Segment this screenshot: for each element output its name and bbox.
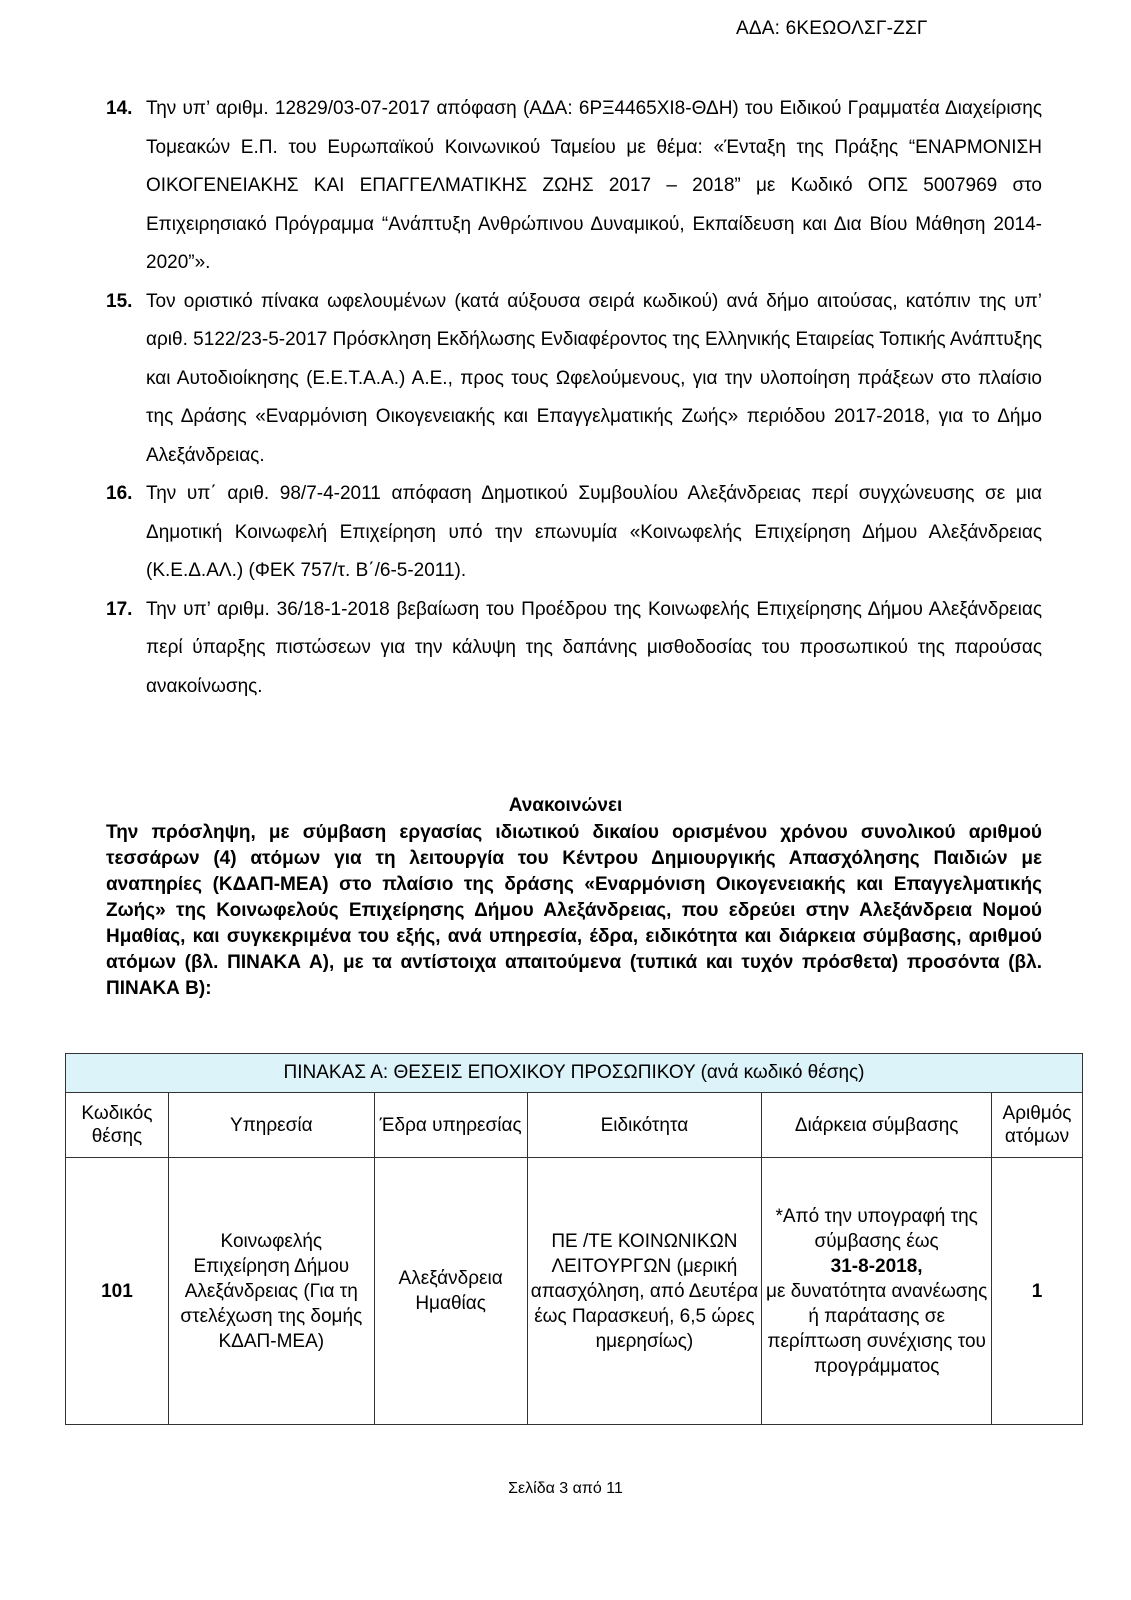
table-row [66,1158,1083,1425]
item-text: Την υπ’ αριθμ. 12829/03-07-2017 απόφαση (ΑΔΑ: 6ΡΞ4465ΧΙ8-ΘΔΗ) του Ειδικού Γραμματέα Διαχείρισης Τομεακών Ε.Π. του Ευρωπαϊκού Κοινωνικού Ταμείου με θέμα: «Ένταξη της Πράξης “ΕΝΑΡΜΟΝΙΣΗ ΟΙΚΟΓΕΝΕΙΑΚΗΣ ΚΑΙ ΕΠΑΓΓΕΛΜΑΤΙΚΗΣ ΖΩΗΣ 2017 – 2018” με Κωδικό ΟΠΣ 5007969 στο Επιχειρησιακό Πρόγραμμα “Ανάπτυξη Ανθρώπινου Δυναμικού, Εκπαίδευση και Δια Βίου Μάθηση 2014- 2020”». [146,98,1042,273]
item-text: Την υπ’ αριθμ. 36/18-1-2018 βεβαίωση του Προέδρου της Κοινωφελής Επιχείρησης Δήμου Αλεξάνδρειας περί ύπαρξης πιστώσεων για την κάλυψη της δαπάνης μισθοδοσίας του προσωπικού της παρούσας ανακοίνωσης. [146,598,1042,697]
ada-code: ΑΔΑ: 6ΚΕΩΟΛΣΓ-ΖΣΓ [736,18,928,39]
header-service: Υπηρεσία [168,1093,374,1158]
cell-duration [762,1158,992,1425]
header-specialty: Ειδικότητα [527,1093,762,1158]
cell-count: 1 [992,1158,1083,1425]
announcement-title: Ανακοινώνει [508,795,623,816]
cell-specialty: ΠΕ /ΤΕ ΚΟΙΝΩΝΙΚΩΝ ΛΕΙΤΟΥΡΓΩΝ (μερική απασχόληση, από Δευτέρα έως Παρασκευή, 6,5 ώρες ημερησίως) [527,1158,762,1425]
header-code: Κωδικός θέσης [66,1093,169,1158]
header-count: Αριθμός ατόμων [992,1093,1083,1158]
cell-seat: Αλεξάνδρεια Ημαθίας [374,1158,527,1425]
duration-start: *Από την υπογραφή της σύμβασης έως [775,1205,978,1252]
item-text: Την υπ΄ αριθ. 98/7-4-2011 απόφαση Δημοτικού Συμβουλίου Αλεξάνδρειας περί συγχώνευσης σε μια Δημοτική Κοινωφελή Επιχείρηση υπό την επωνυμία «Κοινωφελής Επιχείρηση Δήμου Αλεξάνδρειας (Κ.Ε.Δ.ΑΛ.) (ΦΕΚ 757/τ. Β΄/6-5-2011). [146,483,1042,581]
page-number: Σελίδα 3 από 11 [508,1480,623,1497]
duration-renewal: με δυνατότητα ανανέωσης ή παράτασης σε περίπτωση συνέχισης του προγράμματος [766,1280,988,1377]
item-text: Τον οριστικό πίνακα ωφελουμένων (κατά αύξουσα σειρά κωδικού) ανά δήμο αιτούσας, κατόπιν της υπ’ αριθ. 5122/23-5-2017 Πρόσκληση Εκδήλωσης Ενδιαφέροντος της Ελληνικής Εταιρείας Τοπικής Ανάπτυξης και Αυτοδιοίκησης (Ε.Ε.Τ.Α.Α.) Α.Ε., προς τους Ωφελούμενους, για την υλοποίηση πράξεων στο πλαίσιο της Δράσης «Εναρμόνιση Οικογενειακής και Επαγγελματικής Ζωής» περιόδου 2017-2018, για το Δήμο Αλεξάνδρειας. [146,290,1042,466]
announcement-body: Την πρόσληψη, με σύμβαση εργασίας ιδιωτικού δικαίου ορισμένου χρόνου συνολικού αριθμού τεσσάρων (4) ατόμων για τη λειτουργία του Κέντρου Δημιουργικής Απασχόλησης Παιδιών με αναπηρίες (ΚΔΑΠ-ΜΕΑ) στο πλαίσιο της δράσης «Εναρμόνιση Οικογενειακής και Επαγγελματικής Ζωής» της Κοινωφελούς Επιχείρησης Δήμου Αλεξάνδρειας, που εδρεύει στην Αλεξάνδρεια Νομού Ημαθίας, και συγκεκριμένα του εξής, ανά υπηρεσία, έδρα, ειδικότητα και διάρκεια σύμβασης, αριθμού ατόμων (βλ. ΠΙΝΑΚΑ Α), με τα αντίστοιχα απαιτούμενα (τυπικά και τυχόν πρόσθετα) προσόντα (βλ. ΠΙΝΑΚΑ Β): [106,822,1042,999]
table-caption: ΠΙΝΑΚΑΣ Α: ΘΕΣΕΙΣ ΕΠΟΧΙΚΟΥ ΠΡΟΣΩΠΙΚΟΥ (ανά κωδικό θέσης) [66,1054,1083,1093]
item-number: 16. [106,483,133,504]
positions-table [65,1053,1083,1425]
duration-end-date: 31-8-2018, [830,1255,923,1277]
item-number: 17. [106,598,133,620]
item-number: 15. [106,290,133,312]
list-item-16 [106,475,1042,591]
list-item-17 [106,591,1042,707]
header-duration: Διάρκεια σύμβασης [762,1093,992,1158]
list-item-14 [106,90,1042,283]
considerations-list [106,90,1042,706]
header-seat: Έδρα υπηρεσίας [374,1093,527,1158]
item-number: 14. [106,98,133,119]
list-item-15 [106,283,1042,476]
cell-service: Κοινωφελής Επιχείρηση Δήμου Αλεξάνδρειας (Για τη στελέχωση της δομής ΚΔΑΠ-ΜΕΑ) [168,1158,374,1425]
cell-code: 101 [66,1158,169,1425]
